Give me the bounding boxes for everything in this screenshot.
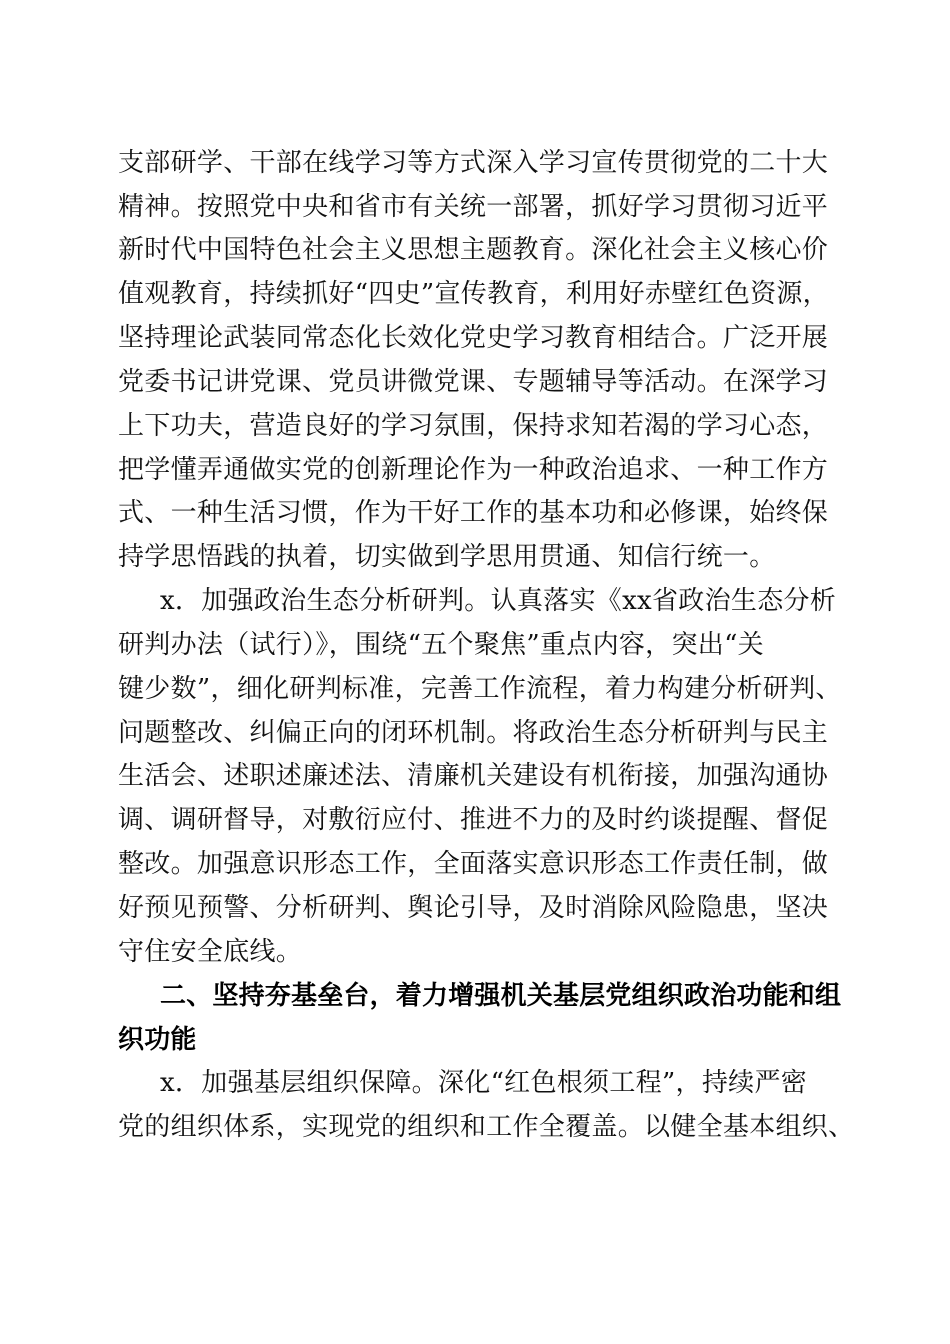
paragraph-2-line-4: 问题整改、纠偏正向的闭环机制。将政治生态分析研判与民主 — [118, 718, 829, 748]
paragraph-1-line-10: 持学思悟践的执着，切实做到学思用贯通、知信行统一。 — [118, 542, 776, 572]
paragraph-2-line-6: 调、调研督导，对敷衍应付、推进不力的及时约谈提醒、督促 — [118, 805, 829, 835]
section-heading-line-2: 织功能 — [118, 1025, 197, 1055]
paragraph-2-line-7: 整改。加强意识形态工作，全面落实意识形态工作责任制，做 — [118, 849, 829, 879]
paragraph-1-line-3: 新时代中国特色社会主义思想主题教育。深化社会主义核心价 — [118, 235, 829, 265]
paragraph-2-line-9: 守住安全底线。 — [118, 937, 303, 967]
paragraph-2-line-5: 生活会、述职述廉述法、清廉机关建设有机衔接，加强沟通协 — [118, 761, 829, 791]
paragraph-1-line-7: 上下功夫，营造良好的学习氛围，保持求知若渴的学习心态， — [118, 411, 829, 441]
paragraph-1-line-4: 值观教育，持续抓好“四史”宣传教育，利用好赤壁红色资源， — [118, 279, 829, 309]
paragraph-2-line-1: x．加强政治生态分析研判。认真落实《xx省政治生态分析 — [160, 586, 837, 616]
paragraph-2-line-8: 好预见预警、分析研判、舆论引导，及时消除风险隐患，坚决 — [118, 893, 829, 923]
paragraph-2-line-2: 研判办法（试行）》，围绕“五个聚焦”重点内容，突出“关 — [118, 630, 764, 660]
paragraph-3-line-2: 党的组织体系，实现党的组织和工作全覆盖。以健全基本组织、 — [118, 1112, 855, 1142]
section-heading-line-1: 二、坚持夯基垒台，着力增强机关基层党组织政治功能和组 — [160, 981, 842, 1011]
paragraph-1-line-2: 精神。按照党中央和省市有关统一部署，抓好学习贯彻习近平 — [118, 192, 829, 222]
paragraph-3-line-1: x．加强基层组织保障。深化“红色根须工程”，持续严密 — [160, 1068, 808, 1098]
paragraph-1-line-1: 支部研学、干部在线学习等方式深入学习宣传贯彻党的二十大 — [118, 148, 829, 178]
paragraph-1-line-8: 把学懂弄通做实党的创新理论作为一种政治追求、一种工作方 — [118, 455, 829, 485]
paragraph-1-line-9: 式、一种生活习惯，作为干好工作的基本功和必修课，始终保 — [118, 498, 829, 528]
paragraph-1-line-6: 党委书记讲党课、党员讲微党课、专题辅导等活动。在深学习 — [118, 367, 829, 397]
paragraph-2-line-3: 键少数”，细化研判标准，完善工作流程，着力构建分析研判、 — [118, 674, 842, 704]
paragraph-1-line-5: 坚持理论武装同常态化长效化党史学习教育相结合。广泛开展 — [118, 323, 829, 353]
